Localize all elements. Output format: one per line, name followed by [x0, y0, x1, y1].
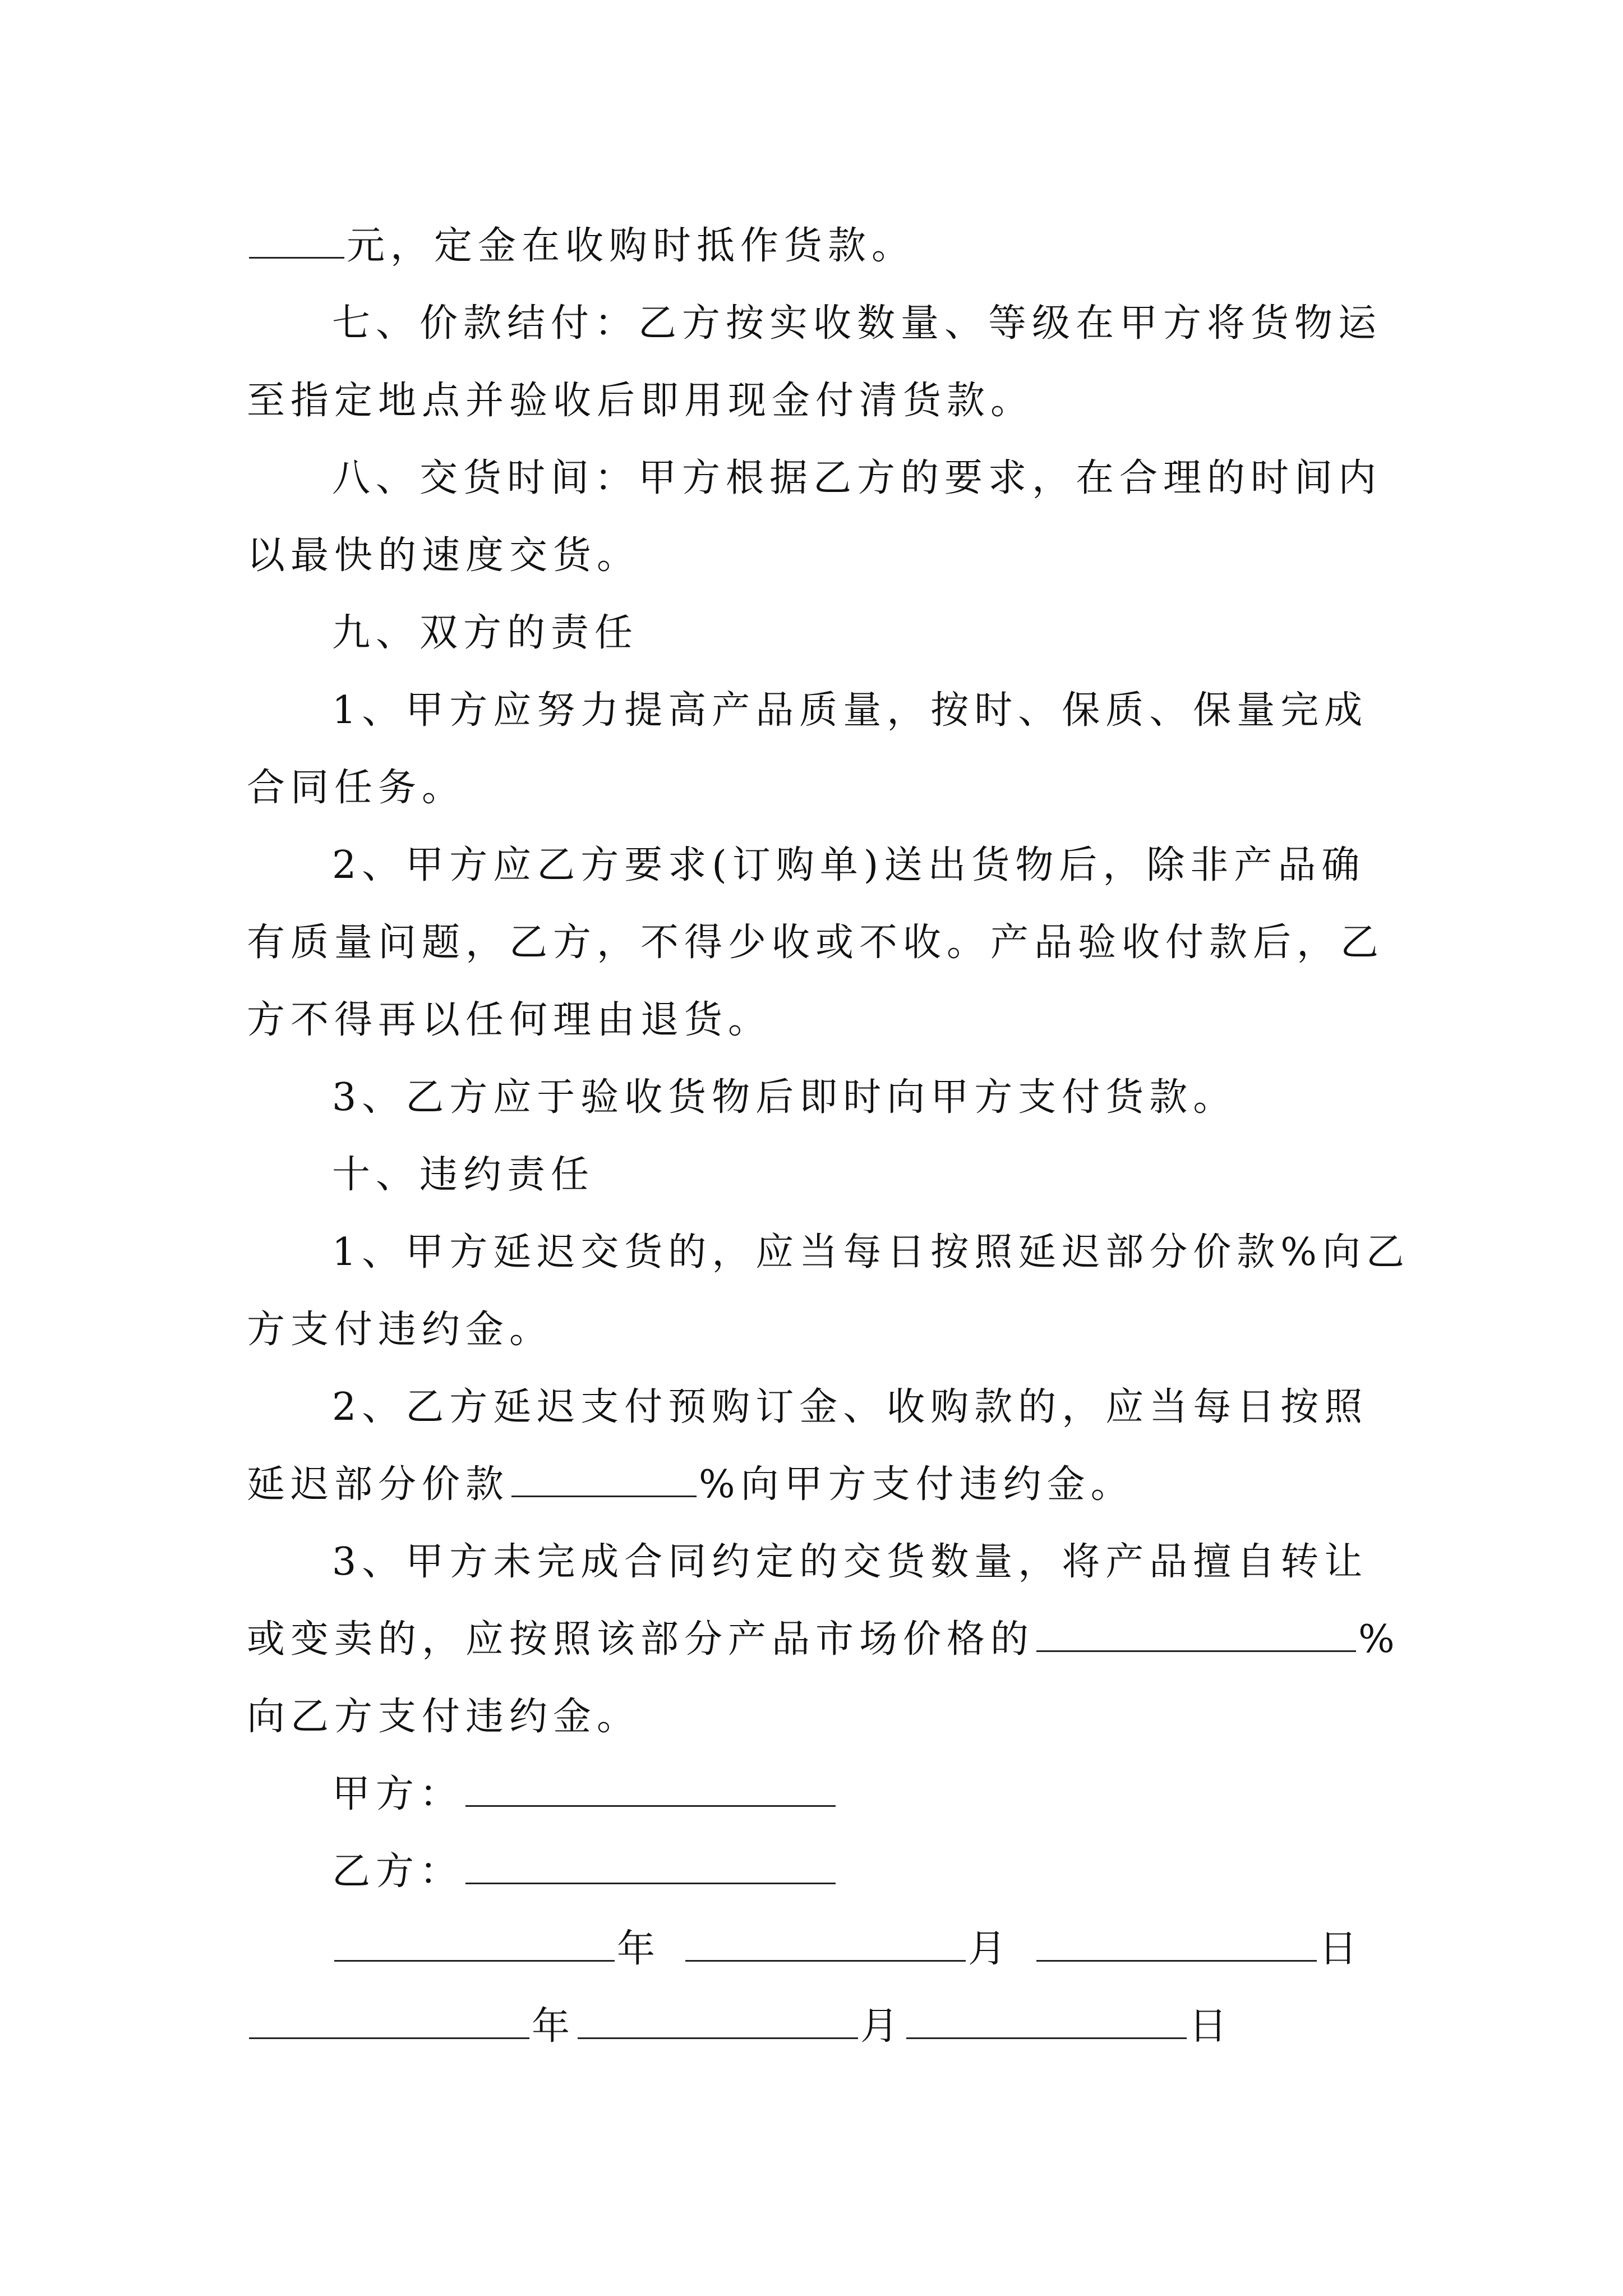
day-label: 日: [1189, 2004, 1233, 2049]
party-a-field[interactable]: [465, 1770, 836, 1807]
party-b-signature: [247, 1833, 1402, 1911]
fill-blank[interactable]: [1036, 1616, 1356, 1652]
party-a-label: 甲方：: [332, 1772, 464, 1816]
month-label: 月: [860, 2004, 905, 2049]
party-b-label: 乙方：: [332, 1849, 464, 1894]
text-line: [247, 1446, 1402, 1524]
day-field[interactable]: [906, 2003, 1187, 2039]
section-9-heading: 九、双方的责任: [332, 611, 639, 655]
section-8-heading: 八、交货时间：甲方根据乙方的要求，在合理的时间内: [332, 456, 1382, 500]
party-b-field[interactable]: [465, 1848, 836, 1884]
text-line: [247, 208, 1402, 285]
text-line: 向乙方支付违约金。: [247, 1695, 641, 1739]
text-span: 延迟部分价款: [247, 1462, 510, 1507]
year-field[interactable]: [249, 2003, 529, 2039]
date-line-2: [247, 1988, 1402, 2065]
day-field[interactable]: [1036, 1925, 1317, 1962]
party-a-signature: [247, 1756, 1402, 1833]
month-label: 月: [968, 1927, 1012, 1971]
clause-10-1: 1、甲方延迟交货的，应当每日按照延迟部分价款%向乙: [332, 1230, 1410, 1274]
text-line: 至指定地点并验收后即用现金付清货款。: [247, 379, 1035, 423]
text-line: 方不得再以任何理由退货。: [247, 998, 772, 1042]
text-span: %向甲方支付违约金。: [699, 1462, 1135, 1507]
text-line: [247, 1601, 1402, 1678]
year-label: 年: [617, 1927, 661, 1971]
text-line: 方支付违约金。: [247, 1308, 554, 1352]
year-field[interactable]: [334, 1925, 615, 1962]
text-line: 有质量问题，乙方，不得少收或不收。产品验收付款后，乙: [247, 921, 1385, 965]
month-field[interactable]: [578, 2003, 858, 2039]
section-10-heading: 十、违约责任: [332, 1153, 595, 1197]
date-line-1: [247, 1911, 1402, 1988]
clause-9-3: 3、乙方应于验收货物后即时向甲方支付货款。: [332, 1075, 1237, 1120]
fill-blank[interactable]: [511, 1461, 697, 1497]
clause-10-3: 3、甲方未完成合同约定的交货数量，将产品擅自转让: [332, 1540, 1368, 1584]
text-span: 元，定金在收购时抵作货款。: [347, 224, 916, 268]
year-label: 年: [532, 2004, 576, 2049]
contract-page: [247, 208, 1410, 2065]
text-span: %: [1358, 1617, 1400, 1662]
text-span: 或变卖的，应按照该部分产品市场价格的: [247, 1617, 1035, 1662]
clause-10-2: 2、乙方延迟支付预购订金、收购款的，应当每日按照: [332, 1385, 1368, 1429]
fill-blank[interactable]: [249, 222, 344, 259]
section-7-heading: 七、价款结付：乙方按实收数量、等级在甲方将货物运: [332, 301, 1382, 346]
text-line: 合同任务。: [247, 766, 466, 810]
clause-9-2: 2、甲方应乙方要求(订购单)送出货物后，除非产品确: [332, 843, 1366, 887]
clause-9-1: 1、甲方应努力提高产品质量，按时、保质、保量完成: [332, 688, 1368, 733]
month-field[interactable]: [685, 1925, 966, 1962]
text-line: 以最快的速度交货。: [247, 533, 641, 578]
day-label: 日: [1319, 1927, 1363, 1971]
